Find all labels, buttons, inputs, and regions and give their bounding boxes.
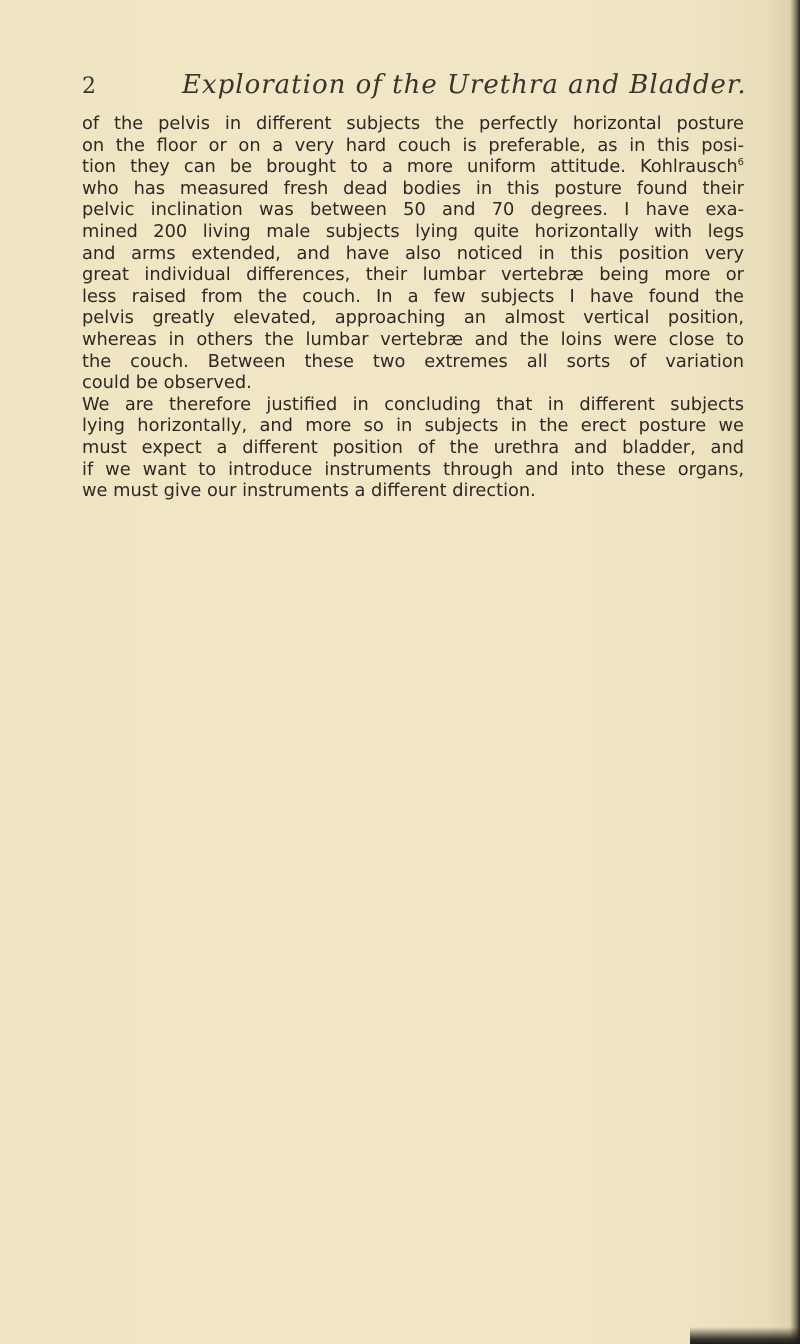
page-corner-shadow	[690, 1327, 800, 1344]
text-line: we must give our instruments a different direction.	[82, 480, 536, 502]
page-number: 2	[82, 74, 96, 99]
text-line: tion they can be brought to a more uniform attitude. Kohlrausch	[82, 156, 738, 178]
footnote-marker: 6	[737, 157, 744, 169]
text-line: on the floor or on a very hard couch is preferable, as in this posi-	[82, 134, 744, 156]
body-text	[82, 113, 744, 502]
text-line: the couch. Between these two extremes all sorts of variation	[82, 350, 744, 372]
text-line: lying horizontally, and more so in subjects in the erect posture we	[82, 415, 744, 437]
text-line: mined 200 living male subjects lying quite horizontally with legs	[82, 220, 744, 242]
paragraph-2	[82, 394, 744, 502]
text-line: could be observed.	[82, 372, 252, 394]
text-line: who has measured fresh dead bodies in this posture found their	[82, 177, 744, 199]
text-line: We are therefore justified in concluding that in different subjects	[82, 393, 744, 415]
text-line: must expect a different position of the urethra and bladder, and	[82, 436, 744, 458]
text-line: pelvic inclination was between 50 and 70 degrees. I have exa-	[82, 199, 744, 221]
text-line: if we want to introduce instruments through and into these organs,	[82, 458, 744, 480]
text-line: less raised from the couch. In a few subjects I have found the	[82, 285, 744, 307]
paragraph-1	[82, 113, 744, 394]
text-line: of the pelvis in different subjects the perfectly horizontal posture	[82, 113, 744, 134]
text-line: and arms extended, and have also noticed in this position very	[82, 242, 744, 264]
text-line: pelvis greatly elevated, approaching an almost vertical position,	[82, 307, 744, 329]
text-line-with-footnote	[82, 156, 744, 178]
text-line: whereas in others the lumbar vertebræ and the loins were close to	[82, 328, 744, 350]
page-header	[82, 70, 747, 110]
text-line: great individual differences, their lumbar vertebræ being more or	[82, 264, 744, 286]
page-edge-shadow	[790, 0, 800, 1344]
running-title: Exploration of the Urethra and Bladder.	[182, 70, 747, 100]
